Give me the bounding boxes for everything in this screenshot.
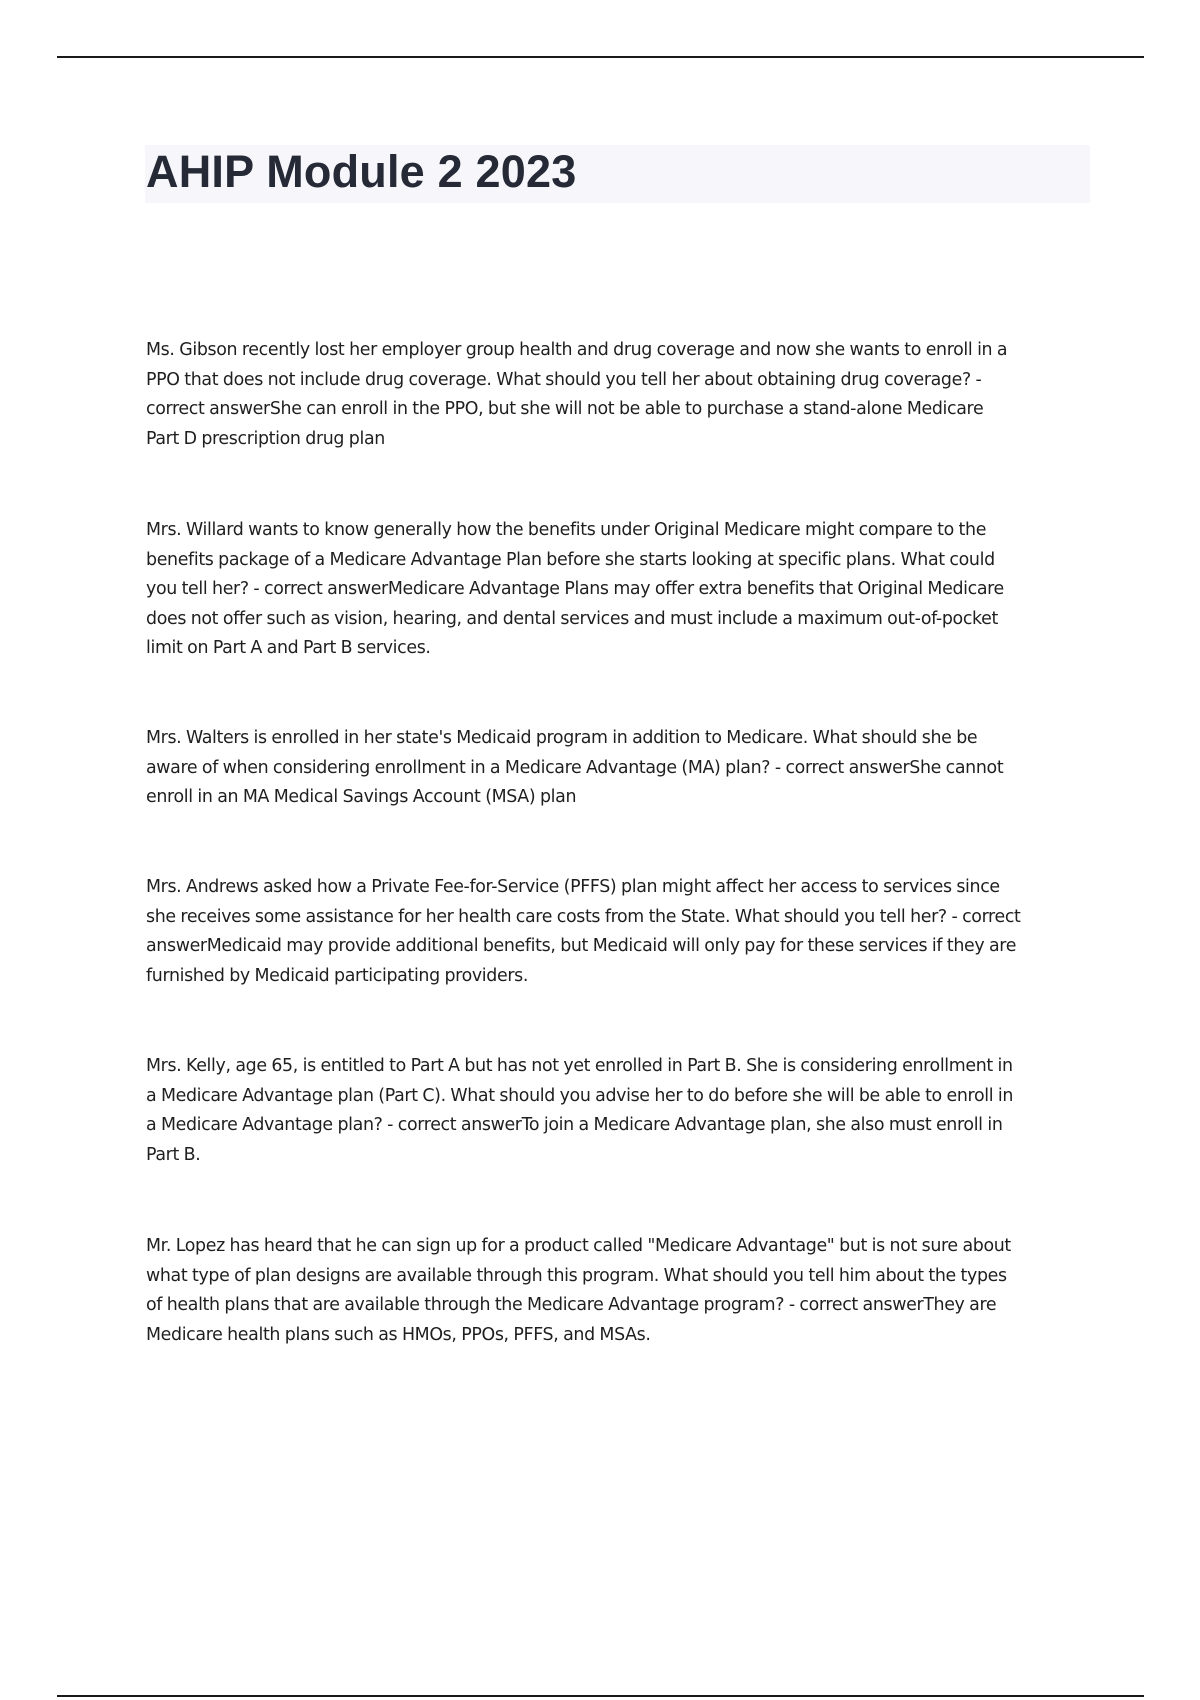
- qa-line: Part B.: [146, 1144, 201, 1165]
- qa-line: Mrs. Walters is enrolled in her state's Medicaid program in addition to Medicare. What should she be: [146, 728, 978, 748]
- qa-item-gibson: [146, 336, 1094, 454]
- qa-line: a Medicare Advantage plan (Part C). What should you advise her to do before she will be able to enroll in: [146, 1085, 1014, 1106]
- qa-line: furnished by Medicaid participating providers.: [146, 965, 529, 986]
- qa-item-walters: [146, 724, 1094, 813]
- qa-line: enroll in an MA Medical Savings Account (MSA) plan: [146, 787, 577, 807]
- top-rule: [57, 56, 1144, 58]
- qa-line: what type of plan designs are available through this program. What should you tell him about the types: [146, 1265, 1007, 1286]
- qa-line: answerMedicaid may provide additional benefits, but Medicaid will only pay for these services if they are: [146, 936, 1017, 956]
- qa-line: does not offer such as vision, hearing, and dental services and must include a maximum out-of-pocket: [146, 608, 998, 629]
- qa-line: Part D prescription drug plan: [146, 428, 385, 449]
- qa-line: Mr. Lopez has heard that he can sign up for a product called "Medicare Advantage" but is not sure about: [146, 1236, 1011, 1256]
- qa-item-kelly: [146, 1052, 1094, 1170]
- qa-line: Ms. Gibson recently lost her employer group health and drug coverage and now she wants to enroll in a: [146, 340, 1008, 360]
- qa-line: PPO that does not include drug coverage. What should you tell her about obtaining drug coverage? -: [146, 369, 982, 390]
- qa-line: limit on Part A and Part B services.: [146, 638, 431, 658]
- qa-item-andrews: [146, 873, 1094, 991]
- qa-line: you tell her? - correct answerMedicare Advantage Plans may offer extra benefits that Original Medicare: [146, 579, 1004, 599]
- qa-line: correct answerShe can enroll in the PPO, but she will not be able to purchase a stand-alone Medicare: [146, 399, 984, 419]
- qa-line: Medicare health plans such as HMOs, PPOs, PFFS, and MSAs.: [146, 1324, 651, 1345]
- bottom-rule: [57, 1695, 1144, 1697]
- qa-line: benefits package of a Medicare Advantage Plan before she starts looking at specific plans. What could: [146, 549, 995, 570]
- qa-line: of health plans that are available through the Medicare Advantage program? - correct answerThey are: [146, 1295, 997, 1315]
- qa-line: Mrs. Willard wants to know generally how the benefits under Original Medicare might compare to the: [146, 520, 987, 540]
- qa-item-lopez: [146, 1232, 1094, 1350]
- qa-line: aware of when considering enrollment in a Medicare Advantage (MA) plan? - correct answerShe cannot: [146, 757, 1004, 778]
- document-title: AHIP Module 2 2023: [146, 146, 577, 197]
- qa-line: she receives some assistance for her health care costs from the State. What should you tell her? - correct: [146, 906, 1021, 927]
- qa-line: Mrs. Kelly, age 65, is entitled to Part A but has not yet enrolled in Part B. She is considering enrollment in: [146, 1056, 1013, 1076]
- qa-line: Mrs. Andrews asked how a Private Fee-for-Service (PFFS) plan might affect her access to services since: [146, 877, 1000, 897]
- qa-line: a Medicare Advantage plan? - correct answerTo join a Medicare Advantage plan, she also must enroll in: [146, 1115, 1003, 1135]
- qa-item-willard: [146, 516, 1094, 664]
